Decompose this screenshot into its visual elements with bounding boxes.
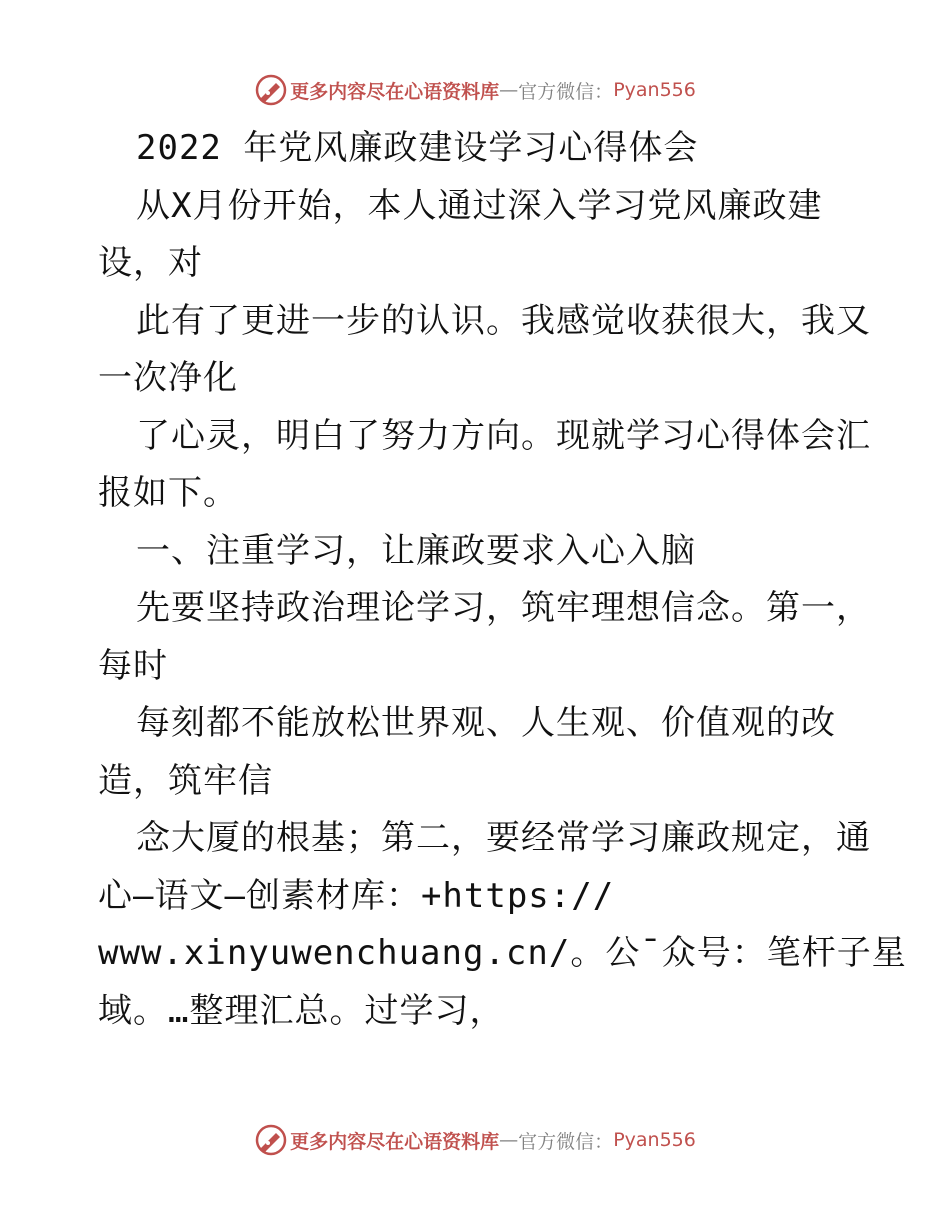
footer-separator: — bbox=[499, 1129, 519, 1151]
footer-label: 官方微信： bbox=[518, 1130, 614, 1153]
pen-nib-logo-icon bbox=[254, 73, 288, 107]
footer-watermark-bottom bbox=[0, 1120, 950, 1160]
document-text-line: 造，筑牢信 bbox=[98, 760, 273, 801]
document-text-line: 报如下。 bbox=[98, 473, 238, 513]
header-label: 官方微信： bbox=[518, 80, 614, 103]
document-text-line: 先要坚持政治理论学习，筑牢理想信念。第一， bbox=[136, 588, 871, 628]
document-text-line: www.xinyuwenchuang.cn/。公¯众号：笔杆子星 bbox=[98, 933, 907, 973]
document-text-line: 设，对 bbox=[98, 243, 203, 283]
document-text-line: 了心灵，明白了努力方向。现就学习心得体会汇 bbox=[136, 415, 871, 456]
footer-brand-text: 更多内容尽在心语资料库 bbox=[290, 1130, 500, 1153]
header-watermark-top bbox=[0, 70, 950, 110]
document-text-line: 域。…整理汇总。过学习， bbox=[98, 990, 505, 1031]
pen-nib-logo-icon bbox=[254, 1123, 288, 1157]
document-text-line: 每刻都不能放松世界观、人生观、价值观的改 bbox=[136, 703, 836, 743]
header-brand-text: 更多内容尽在心语资料库 bbox=[290, 80, 500, 103]
footer-account: Pyan556 bbox=[613, 1129, 696, 1151]
document-text-line: 每时 bbox=[98, 645, 168, 686]
document-title: 2022 年党风廉政建设学习心得体会 bbox=[136, 128, 699, 168]
header-separator: — bbox=[499, 79, 519, 101]
header-account: Pyan556 bbox=[613, 79, 696, 101]
document-text-line: 心—语文—创素材库：+https:// bbox=[98, 875, 615, 916]
document-text-line: 一、注重学习，让廉政要求入心入脑 bbox=[136, 530, 696, 571]
document-text-line: 此有了更进一步的认识。我感觉收获很大，我又 bbox=[136, 300, 871, 341]
document-text-line: 一次净化 bbox=[98, 358, 238, 398]
document-body bbox=[98, 120, 907, 1040]
document-text-line: 念大厦的根基；第二，要经常学习廉政规定，通 bbox=[136, 818, 871, 858]
document-text-line: 从X月份开始，本人通过深入学习党风廉政建 bbox=[136, 185, 823, 226]
